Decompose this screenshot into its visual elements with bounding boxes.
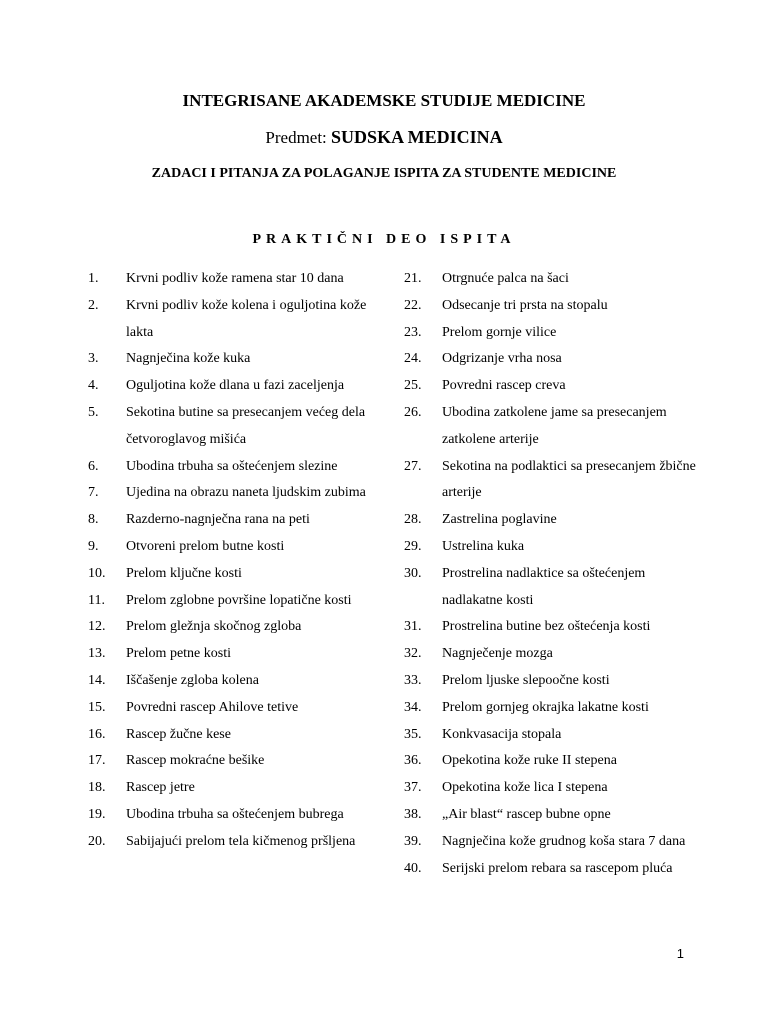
question-item [88,534,418,561]
question-item [404,346,734,373]
question-number: 8. [88,512,99,528]
question-item [88,373,418,400]
question-text: Iščašenje zgloba kolena [126,672,259,688]
question-item [404,320,734,347]
question-text: Ubodina zatkolene jame sa presecanjem zatkolene arterije [442,404,667,447]
question-text: Prostrelina nadlaktice sa oštećenjem nadlakatne kosti [442,565,646,608]
question-item [88,346,418,373]
question-item [404,722,734,749]
question-number: 22. [404,297,422,313]
left-question-column [88,266,418,856]
question-number: 31. [404,619,422,635]
question-item [88,641,418,668]
question-number: 1. [88,271,99,286]
question-text: Rascep žučne kese [126,726,231,742]
question-item [88,507,418,534]
question-text: Krvni podliv kože kolena i oguljotina kože lakta [126,297,367,340]
question-number: 15. [88,699,106,715]
question-item [404,293,734,320]
question-item [88,454,418,481]
question-item [404,400,734,454]
question-item [88,400,418,454]
question-number: 18. [88,780,106,796]
question-item [88,561,418,588]
question-number: 2. [88,297,99,313]
question-number: 11. [88,592,105,608]
question-number: 26. [404,404,422,420]
right-question-column [404,266,734,882]
question-number: 35. [404,726,422,742]
question-text: Opekotina kože ruke II stepena [442,753,617,769]
page-number: 1 [676,946,684,961]
question-text: Odgrizanje vrha nosa [442,351,562,367]
question-item [404,373,734,400]
question-text: Konkvasacija stopala [442,726,562,742]
question-text: Povredni rascep creva [442,378,566,394]
question-text: Prelom ključne kosti [126,565,242,581]
question-number: 37. [404,780,422,796]
question-text: Otvoreni prelom butne kosti [126,538,285,554]
question-number: 10. [88,565,106,581]
question-text: „Air blast“ rascep bubne opne [442,806,611,822]
question-text: Opekotina kože lica I stepena [442,780,608,796]
question-item [404,454,734,508]
question-number: 25. [404,378,422,394]
question-number: 19. [88,806,106,822]
question-text: Otrgnuće palca na šaci [442,271,569,286]
question-item [404,507,734,534]
question-text: Prelom ljuske slepoočne kosti [442,672,610,688]
question-number: 36. [404,753,422,769]
question-text: Nagnječina kože kuka [126,351,251,367]
question-item [88,775,418,802]
question-item [404,748,734,775]
question-number: 21. [404,271,422,286]
question-item [88,614,418,641]
question-item [88,588,418,615]
question-text: Razderno-nagnječna rana na peti [126,512,310,528]
question-number: 5. [88,404,99,420]
section-title: PRAKTIČNI DEO ISPITA [252,232,516,247]
subject-name: SUDSKA MEDICINA [331,127,503,147]
question-text: Rascep jetre [126,780,195,796]
question-item [404,561,734,615]
question-number: 4. [88,378,99,394]
tasks-title: ZADACI I PITANJA ZA POLAGANJE ISPITA ZA STUDENTE MEDICINE [151,166,617,181]
question-text: Serijski prelom rebara sa rascepom pluća [442,860,673,876]
question-text: Sekotina butine sa presecanjem većeg dela četvoroglavog mišića [126,404,366,447]
question-item [404,266,734,293]
question-text: Prelom gornje vilice [442,324,557,340]
question-number: 20. [88,833,106,849]
question-text: Prelom petne kosti [126,646,231,662]
subject-prefix: Predmet: [265,128,327,147]
question-text: Prostrelina butine bez oštećenja kosti [442,619,651,635]
question-text: Nagnječina kože grudnog koša stara 7 dana [442,833,686,849]
question-text: Rascep mokraćne bešike [126,753,265,769]
question-number: 3. [88,351,99,367]
question-number: 24. [404,351,422,367]
question-number: 7. [88,485,99,501]
question-number: 30. [404,565,422,581]
question-text: Ubodina trbuha sa oštećenjem bubrega [126,806,344,822]
question-text: Prelom gornjeg okrajka lakatne kosti [442,699,649,715]
question-text: Nagnječenje mozga [442,646,553,662]
question-text: Krvni podliv kože ramena star 10 dana [126,271,344,286]
question-number: 27. [404,458,422,474]
question-number: 33. [404,672,422,688]
question-text: Ujedina na obrazu naneta ljudskim zubima [126,485,366,501]
question-text: Sabijajući prelom tela kičmenog pršljena [126,833,356,849]
question-text: Zastrelina poglavine [442,512,557,528]
question-item [88,829,418,856]
question-item [404,641,734,668]
question-item [404,614,734,641]
question-number: 34. [404,699,422,715]
question-item [404,775,734,802]
question-text: Povredni rascep Ahilove tetive [126,699,299,715]
question-item [88,480,418,507]
question-text: Ustrelina kuka [442,538,525,554]
question-number: 23. [404,324,422,340]
question-text: Ubodina trbuha sa oštećenjem slezine [126,458,338,474]
question-text: Oguljotina kože dlana u fazi zaceljenja [126,378,345,394]
question-number: 14. [88,672,106,688]
question-item [404,802,734,829]
question-item [404,829,734,856]
question-item [404,668,734,695]
question-number: 6. [88,458,99,474]
question-number: 9. [88,538,99,554]
question-text: Prelom gležnja skočnog zgloba [126,619,302,635]
document-title: INTEGRISANE AKADEMSKE STUDIJE MEDICINE [182,91,586,110]
question-item [404,534,734,561]
question-text: Prelom zglobne površine lopatične kosti [126,592,352,608]
question-item [404,695,734,722]
question-number: 16. [88,726,106,742]
question-number: 29. [404,538,422,554]
question-number: 39. [404,833,422,849]
question-number: 13. [88,646,106,662]
subject-line [0,127,768,148]
question-item [404,856,734,883]
question-number: 12. [88,619,106,635]
question-item [88,802,418,829]
question-text: Sekotina na podlaktici sa presecanjem žbične arterije [442,458,696,501]
question-number: 40. [404,860,422,876]
question-item [88,668,418,695]
question-number: 17. [88,753,106,769]
question-item [88,695,418,722]
question-item [88,293,418,347]
question-text: Odsecanje tri prsta na stopalu [442,297,608,313]
question-item [88,748,418,775]
question-number: 28. [404,512,422,528]
question-item [88,722,418,749]
question-number: 32. [404,646,422,662]
question-number: 38. [404,806,422,822]
question-item [88,266,418,293]
